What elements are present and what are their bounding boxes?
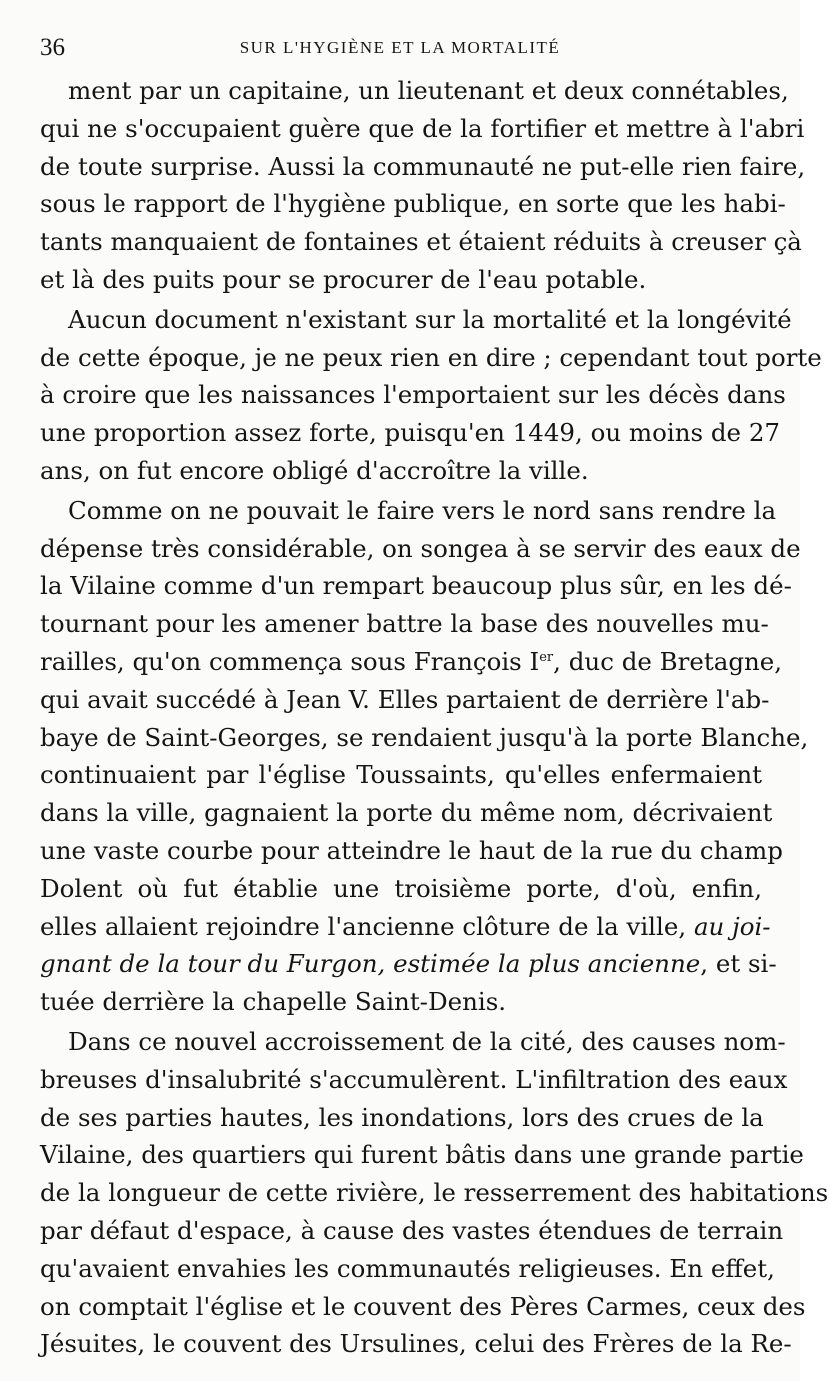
text-line: et là des puits pour se procurer de l'eau potable. [40,264,647,294]
text-line: de la longueur de cette rivière, le resserrement des habitations [40,1178,828,1208]
text-line: Jésuites, le couvent des Ursulines, celui des Frères de la Re- [40,1329,792,1359]
text-line: la Vilaine comme d'un rempart beaucoup plus sûr, en les dé- [40,571,792,601]
text-line: dépense très considérable, on songea à se servir des eaux de [40,533,801,563]
text-line: de ses parties hautes, les inondations, lors des crues de la [40,1102,764,1132]
text-line: continuaient par l'église Toussaints, qu'elles enfermaient [40,760,762,790]
text-segment: , duc de Bretagne, [553,646,783,676]
text-segment: railles, qu'on commença sous François I [40,646,540,676]
text-line: Comme on ne pouvait le faire vers le nord sans rendre la [68,495,777,525]
text-line: qu'avaient envahies les communautés religieuses. En effet, [40,1253,775,1283]
text-line: ment par un capitaine, un lieutenant et deux connétables, [68,76,789,105]
text-line: une proportion assez forte, puisqu'en 1449, ou moins de 27 [40,418,781,448]
text-line: tuée derrière la chapelle Saint-Denis. [40,987,507,1017]
text-line: par défaut d'espace, à cause des vastes étendues de terrain [40,1215,784,1245]
text-line [40,908,771,946]
text-line: qui ne s'occupaient guère que de la fortifier et mettre à l'abri [40,113,805,143]
text-line: dans la ville, gagnaient la porte du même nom, décrivaient [40,798,773,828]
paragraph [40,1023,828,1363]
text-line: Aucun document n'existant sur la mortalité et la longévité [68,304,792,334]
paragraph [40,492,809,1021]
text-line: Dolent où fut établie une troisième porte, d'où, enfin, [40,873,762,903]
text-line: tants manquaient de fontaines et étaient réduits à creuser çà [40,227,802,257]
text-line: sous le rapport de l'hygiène publique, en sorte que les habi- [40,189,786,219]
text-line: on comptait l'église et le couvent des Pères Carmes, ceux des [40,1291,806,1321]
text-line: baye de Saint-Georges, se rendaient jusqu'à la porte Blanche, [40,722,809,752]
body-text [40,72,828,1363]
text-segment: , et si- [700,949,777,979]
text-line: breuses d'insalubrité s'accumulèrent. L'infiltration des eaux [40,1064,788,1094]
text-line: qui avait succédé à Jean V. Elles partaient de derrière l'ab- [40,684,770,714]
text-line: ans, on fut encore obligé d'accroître la ville. [40,455,589,485]
running-head: SUR L'HYGIÈNE ET LA MORTALITÉ [239,38,561,57]
text-line: Vilaine, des quartiers qui furent bâtis dans une grande partie [40,1140,804,1170]
text-line [40,945,777,983]
text-line [40,643,783,681]
text-line: de toute surprise. Aussi la communauté ne put-elle rien faire, [40,151,806,181]
italic-segment: gnant de la tour du Furgon, estimée la plus ancienne [40,949,701,979]
superscript: er [539,649,554,665]
paragraph [40,301,822,490]
page-number: 36 [40,34,65,61]
text-line: Dans ce nouvel accroissement de la cité, des causes nom- [68,1026,786,1056]
paragraph [40,72,806,299]
text-line: de cette époque, je ne peux rien en dire ; cependant tout porte [40,342,822,372]
text-line: tournant pour les amener battre la base des nouvelles mu- [40,609,769,639]
text-segment: elles allaient rejoindre l'ancienne clôture de la ville, [40,911,694,941]
page-header [40,28,760,68]
text-line: à croire que les naissances l'emportaient sur les décès dans [40,380,786,410]
italic-segment: au joi- [693,911,771,941]
text-line: une vaste courbe pour atteindre le haut de la rue du champ [40,835,783,865]
